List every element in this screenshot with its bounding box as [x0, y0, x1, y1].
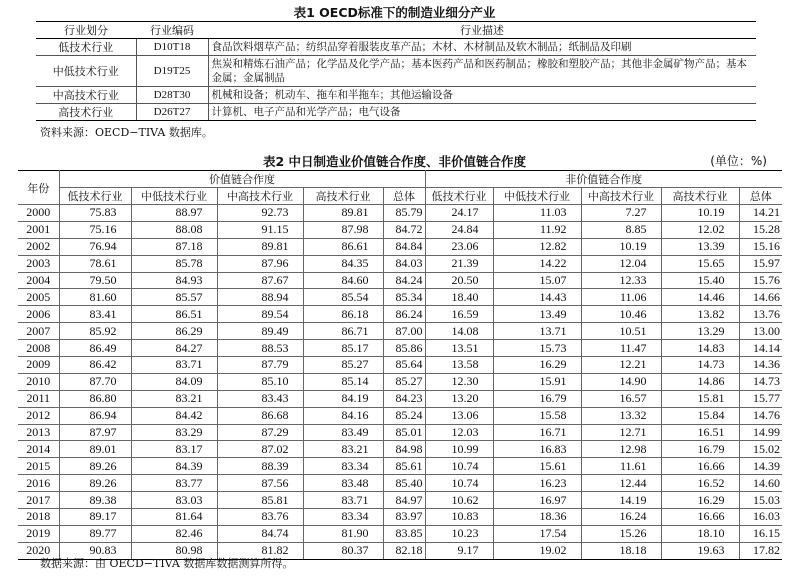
value-cell: 80.37: [303, 542, 383, 559]
value-cell: 18.40: [425, 289, 493, 306]
year-cell: 2000: [18, 205, 59, 222]
value-cell: 82.18: [383, 542, 425, 559]
value-cell: 82.46: [131, 525, 217, 542]
value-cell: 83.34: [303, 458, 383, 475]
table-row: [18, 323, 782, 340]
sub-header-vc-4: 总体: [383, 188, 425, 205]
value-cell: 84.24: [383, 272, 425, 289]
value-cell: 87.56: [217, 475, 303, 492]
value-cell: 81.64: [131, 509, 217, 526]
table-row: [18, 221, 782, 238]
table-row: [36, 56, 756, 87]
header-value-chain-group: 价值链合作度: [59, 171, 425, 188]
table-row: [18, 441, 782, 458]
value-cell: 86.61: [303, 238, 383, 255]
value-cell: 14.83: [661, 340, 739, 357]
year-cell: 2011: [18, 390, 59, 407]
value-cell: 10.19: [661, 205, 739, 222]
value-cell: 13.06: [425, 407, 493, 424]
header-code: 行业编码: [136, 22, 208, 39]
cooperation-degree-table: [18, 170, 782, 560]
sub-header-vc-1: 中低技术行业: [131, 188, 217, 205]
value-cell: 15.26: [581, 525, 661, 542]
value-cell: 85.57: [131, 289, 217, 306]
table-row: [18, 424, 782, 441]
value-cell: 13.71: [493, 323, 581, 340]
year-cell: 2014: [18, 441, 59, 458]
value-cell: 83.71: [303, 492, 383, 509]
table-row: [36, 104, 756, 121]
value-cell: 75.83: [59, 205, 131, 222]
value-cell: 84.98: [383, 441, 425, 458]
value-cell: 84.60: [303, 272, 383, 289]
table-row: [18, 238, 782, 255]
value-cell: 83.85: [383, 525, 425, 542]
value-cell: 84.97: [383, 492, 425, 509]
value-cell: 12.02: [661, 221, 739, 238]
value-cell: 16.57: [581, 390, 661, 407]
value-cell: 13.82: [661, 306, 739, 323]
value-cell: 87.96: [217, 255, 303, 272]
value-cell: 10.74: [425, 458, 493, 475]
value-cell: 87.67: [217, 272, 303, 289]
table-row: [36, 87, 756, 104]
value-cell: 19.63: [661, 542, 739, 559]
value-cell: 13.58: [425, 357, 493, 374]
table-row: [18, 407, 782, 424]
value-cell: 89.49: [217, 323, 303, 340]
value-cell: 13.49: [493, 306, 581, 323]
year-cell: 2002: [18, 238, 59, 255]
value-cell: 84.35: [303, 255, 383, 272]
value-cell: 85.27: [303, 357, 383, 374]
value-cell: 16.66: [661, 458, 739, 475]
value-cell: 84.42: [131, 407, 217, 424]
value-cell: 18.10: [661, 525, 739, 542]
value-cell: 15.84: [661, 407, 739, 424]
value-cell: 16.79: [493, 390, 581, 407]
value-cell: 87.97: [59, 424, 131, 441]
value-cell: 14.46: [661, 289, 739, 306]
value-cell: 12.82: [493, 238, 581, 255]
table1-source-note: 资料来源：OECD−TIVA 数据库。: [40, 126, 213, 139]
value-cell: 81.82: [217, 542, 303, 559]
value-cell: 86.94: [59, 407, 131, 424]
value-cell: 15.58: [493, 407, 581, 424]
value-cell: 8.85: [581, 221, 661, 238]
value-cell: 89.01: [59, 441, 131, 458]
value-cell: 87.29: [217, 424, 303, 441]
code-cell: D26T27: [136, 104, 208, 121]
value-cell: 10.46: [581, 306, 661, 323]
code-cell: D28T30: [136, 87, 208, 104]
value-cell: 14.76: [739, 407, 782, 424]
year-cell: 2008: [18, 340, 59, 357]
table-row: [18, 458, 782, 475]
value-cell: 12.33: [581, 272, 661, 289]
value-cell: 17.54: [493, 525, 581, 542]
value-cell: 19.02: [493, 542, 581, 559]
table2-caption: 表2 中日制造业价值链合作度、非价值链合作度: [262, 154, 527, 169]
value-cell: 13.76: [739, 306, 782, 323]
table-row: [18, 509, 782, 526]
value-cell: 75.16: [59, 221, 131, 238]
value-cell: 16.59: [425, 306, 493, 323]
value-cell: 14.60: [739, 475, 782, 492]
value-cell: 11.06: [581, 289, 661, 306]
year-cell: 2017: [18, 492, 59, 509]
value-cell: 16.97: [493, 492, 581, 509]
value-cell: 15.65: [661, 255, 739, 272]
table-row: [18, 492, 782, 509]
value-cell: 84.19: [303, 390, 383, 407]
table-row: [18, 525, 782, 542]
value-cell: 89.81: [217, 238, 303, 255]
table-row: [18, 289, 782, 306]
value-cell: 11.92: [493, 221, 581, 238]
value-cell: 85.40: [383, 475, 425, 492]
value-cell: 14.14: [739, 340, 782, 357]
header-category: 行业划分: [36, 22, 136, 39]
table1-caption: 表1 OECD标准下的制造业细分产业: [293, 5, 496, 20]
year-cell: 2006: [18, 306, 59, 323]
value-cell: 14.86: [661, 373, 739, 390]
value-cell: 87.18: [131, 238, 217, 255]
value-cell: 14.08: [425, 323, 493, 340]
value-cell: 87.02: [217, 441, 303, 458]
value-cell: 14.39: [739, 458, 782, 475]
value-cell: 13.29: [661, 323, 739, 340]
value-cell: 24.84: [425, 221, 493, 238]
value-cell: 83.48: [303, 475, 383, 492]
value-cell: 85.78: [131, 255, 217, 272]
value-cell: 88.97: [131, 205, 217, 222]
value-cell: 86.80: [59, 390, 131, 407]
value-cell: 83.41: [59, 306, 131, 323]
value-cell: 16.15: [739, 525, 782, 542]
value-cell: 18.18: [581, 542, 661, 559]
value-cell: 15.02: [739, 441, 782, 458]
value-cell: 88.94: [217, 289, 303, 306]
unit-label: (单位：%): [710, 154, 767, 168]
header-description: 行业描述: [208, 22, 756, 39]
value-cell: 84.16: [303, 407, 383, 424]
table-row: [36, 39, 756, 56]
value-cell: 13.20: [425, 390, 493, 407]
value-cell: 84.74: [217, 525, 303, 542]
table-row: [18, 475, 782, 492]
code-cell: D10T18: [136, 39, 208, 56]
table-row: [18, 373, 782, 390]
value-cell: 13.00: [739, 323, 782, 340]
value-cell: 15.61: [493, 458, 581, 475]
value-cell: 84.09: [131, 373, 217, 390]
table-row: [18, 272, 782, 289]
year-cell: 2007: [18, 323, 59, 340]
value-cell: 90.83: [59, 542, 131, 559]
value-cell: 83.17: [131, 441, 217, 458]
value-cell: 89.26: [59, 475, 131, 492]
category-cell: 中低技术行业: [36, 56, 136, 87]
value-cell: 14.73: [661, 357, 739, 374]
value-cell: 83.21: [131, 390, 217, 407]
value-cell: 85.92: [59, 323, 131, 340]
value-cell: 89.54: [217, 306, 303, 323]
table-row: [18, 205, 782, 222]
year-cell: 2010: [18, 373, 59, 390]
value-cell: 88.39: [217, 458, 303, 475]
value-cell: 10.19: [581, 238, 661, 255]
value-cell: 15.97: [739, 255, 782, 272]
value-cell: 86.68: [217, 407, 303, 424]
year-cell: 2013: [18, 424, 59, 441]
value-cell: 15.81: [661, 390, 739, 407]
value-cell: 83.21: [303, 441, 383, 458]
table-row: [18, 357, 782, 374]
sub-header-vc-0: 低技术行业: [59, 188, 131, 205]
value-cell: 87.70: [59, 373, 131, 390]
value-cell: 84.03: [383, 255, 425, 272]
value-cell: 12.71: [581, 424, 661, 441]
value-cell: 85.54: [303, 289, 383, 306]
value-cell: 81.60: [59, 289, 131, 306]
value-cell: 83.77: [131, 475, 217, 492]
description-cell: 食品饮料烟草产品；纺织品穿着服装皮革产品；木材、木材制品及软木制品；纸制品及印刷: [208, 39, 756, 56]
value-cell: 91.15: [217, 221, 303, 238]
value-cell: 81.90: [303, 525, 383, 542]
year-cell: 2012: [18, 407, 59, 424]
value-cell: 83.76: [217, 509, 303, 526]
year-cell: 2016: [18, 475, 59, 492]
value-cell: 86.29: [131, 323, 217, 340]
code-cell: D19T25: [136, 56, 208, 87]
table-row: [18, 390, 782, 407]
sub-header-nvc-3: 高技术行业: [661, 188, 739, 205]
value-cell: 85.64: [383, 357, 425, 374]
value-cell: 11.61: [581, 458, 661, 475]
value-cell: 15.07: [493, 272, 581, 289]
value-cell: 7.27: [581, 205, 661, 222]
value-cell: 10.83: [425, 509, 493, 526]
value-cell: 16.71: [493, 424, 581, 441]
value-cell: 16.23: [493, 475, 581, 492]
value-cell: 15.28: [739, 221, 782, 238]
value-cell: 84.93: [131, 272, 217, 289]
year-cell: 2001: [18, 221, 59, 238]
value-cell: 84.23: [383, 390, 425, 407]
value-cell: 10.74: [425, 475, 493, 492]
year-cell: 2019: [18, 525, 59, 542]
value-cell: 83.29: [131, 424, 217, 441]
value-cell: 86.51: [131, 306, 217, 323]
value-cell: 86.18: [303, 306, 383, 323]
value-cell: 16.52: [661, 475, 739, 492]
value-cell: 10.51: [581, 323, 661, 340]
value-cell: 85.27: [383, 373, 425, 390]
value-cell: 88.53: [217, 340, 303, 357]
header-non-value-chain-group: 非价值链合作度: [425, 171, 782, 188]
value-cell: 16.79: [661, 441, 739, 458]
value-cell: 85.79: [383, 205, 425, 222]
value-cell: 16.29: [661, 492, 739, 509]
value-cell: 92.73: [217, 205, 303, 222]
table-row: [18, 306, 782, 323]
year-cell: 2003: [18, 255, 59, 272]
year-cell: 2005: [18, 289, 59, 306]
value-cell: 14.66: [739, 289, 782, 306]
value-cell: 86.71: [303, 323, 383, 340]
value-cell: 23.06: [425, 238, 493, 255]
header-year: 年份: [18, 171, 59, 205]
value-cell: 85.10: [217, 373, 303, 390]
table-row: [18, 255, 782, 272]
value-cell: 11.47: [581, 340, 661, 357]
year-cell: 2020: [18, 542, 59, 559]
year-cell: 2004: [18, 272, 59, 289]
value-cell: 14.21: [739, 205, 782, 222]
value-cell: 20.50: [425, 272, 493, 289]
value-cell: 85.14: [303, 373, 383, 390]
value-cell: 16.83: [493, 441, 581, 458]
value-cell: 16.03: [739, 509, 782, 526]
value-cell: 86.24: [383, 306, 425, 323]
value-cell: 14.90: [581, 373, 661, 390]
value-cell: 16.24: [581, 509, 661, 526]
sub-header-vc-2: 中高技术行业: [217, 188, 303, 205]
value-cell: 14.22: [493, 255, 581, 272]
value-cell: 18.36: [493, 509, 581, 526]
value-cell: 85.34: [383, 289, 425, 306]
description-cell: 机械和设备；机动车、拖车和半拖车；其他运输设备: [208, 87, 756, 104]
value-cell: 83.03: [131, 492, 217, 509]
value-cell: 17.82: [739, 542, 782, 559]
value-cell: 87.00: [383, 323, 425, 340]
value-cell: 84.27: [131, 340, 217, 357]
value-cell: 13.32: [581, 407, 661, 424]
value-cell: 13.39: [661, 238, 739, 255]
value-cell: 14.73: [739, 373, 782, 390]
value-cell: 78.61: [59, 255, 131, 272]
value-cell: 87.98: [303, 221, 383, 238]
value-cell: 21.39: [425, 255, 493, 272]
value-cell: 84.72: [383, 221, 425, 238]
value-cell: 79.50: [59, 272, 131, 289]
value-cell: 13.51: [425, 340, 493, 357]
value-cell: 11.03: [493, 205, 581, 222]
value-cell: 83.97: [383, 509, 425, 526]
value-cell: 85.01: [383, 424, 425, 441]
value-cell: 14.43: [493, 289, 581, 306]
table2-source-note: 数据来源：由 OECD−TIVA 数据库数据测算所得。: [40, 557, 294, 570]
value-cell: 16.66: [661, 509, 739, 526]
value-cell: 14.19: [581, 492, 661, 509]
category-cell: 高技术行业: [36, 104, 136, 121]
value-cell: 83.49: [303, 424, 383, 441]
value-cell: 80.98: [131, 542, 217, 559]
value-cell: 12.30: [425, 373, 493, 390]
value-cell: 16.29: [493, 357, 581, 374]
sub-header-nvc-1: 中低技术行业: [493, 188, 581, 205]
value-cell: 15.73: [493, 340, 581, 357]
value-cell: 14.36: [739, 357, 782, 374]
table-row: [18, 340, 782, 357]
sub-header-nvc-4: 总体: [739, 188, 782, 205]
industry-classification-table: [36, 21, 756, 121]
year-cell: 2015: [18, 458, 59, 475]
value-cell: 14.99: [739, 424, 782, 441]
value-cell: 83.71: [131, 357, 217, 374]
value-cell: 15.77: [739, 390, 782, 407]
value-cell: 89.38: [59, 492, 131, 509]
value-cell: 85.61: [383, 458, 425, 475]
value-cell: 12.44: [581, 475, 661, 492]
description-cell: 计算机、电子产品和光学产品；电气设备: [208, 104, 756, 121]
value-cell: 15.16: [739, 238, 782, 255]
value-cell: 15.40: [661, 272, 739, 289]
value-cell: 89.81: [303, 205, 383, 222]
value-cell: 87.79: [217, 357, 303, 374]
value-cell: 15.91: [493, 373, 581, 390]
value-cell: 12.03: [425, 424, 493, 441]
value-cell: 85.81: [217, 492, 303, 509]
value-cell: 9.17: [425, 542, 493, 559]
value-cell: 15.03: [739, 492, 782, 509]
value-cell: 10.62: [425, 492, 493, 509]
value-cell: 10.99: [425, 441, 493, 458]
value-cell: 15.76: [739, 272, 782, 289]
year-cell: 2009: [18, 357, 59, 374]
value-cell: 83.34: [303, 509, 383, 526]
value-cell: 89.26: [59, 458, 131, 475]
value-cell: 85.17: [303, 340, 383, 357]
value-cell: 86.42: [59, 357, 131, 374]
sub-header-nvc-2: 中高技术行业: [581, 188, 661, 205]
value-cell: 76.94: [59, 238, 131, 255]
year-cell: 2018: [18, 509, 59, 526]
value-cell: 16.51: [661, 424, 739, 441]
value-cell: 86.49: [59, 340, 131, 357]
value-cell: 84.84: [383, 238, 425, 255]
value-cell: 84.39: [131, 458, 217, 475]
value-cell: 89.77: [59, 525, 131, 542]
value-cell: 83.43: [217, 390, 303, 407]
value-cell: 12.21: [581, 357, 661, 374]
value-cell: 24.17: [425, 205, 493, 222]
value-cell: 85.24: [383, 407, 425, 424]
value-cell: 12.04: [581, 255, 661, 272]
value-cell: 88.08: [131, 221, 217, 238]
value-cell: 12.98: [581, 441, 661, 458]
sub-header-vc-3: 高技术行业: [303, 188, 383, 205]
sub-header-nvc-0: 低技术行业: [425, 188, 493, 205]
category-cell: 中高技术行业: [36, 87, 136, 104]
description-cell: 焦炭和精炼石油产品；化学品及化学产品；基本医药产品和医药制品；橡胶和塑胶产品；其他非金属矿物产品；基本金属；金属制品: [208, 56, 756, 87]
value-cell: 85.86: [383, 340, 425, 357]
category-cell: 低技术行业: [36, 39, 136, 56]
value-cell: 89.17: [59, 509, 131, 526]
value-cell: 10.23: [425, 525, 493, 542]
